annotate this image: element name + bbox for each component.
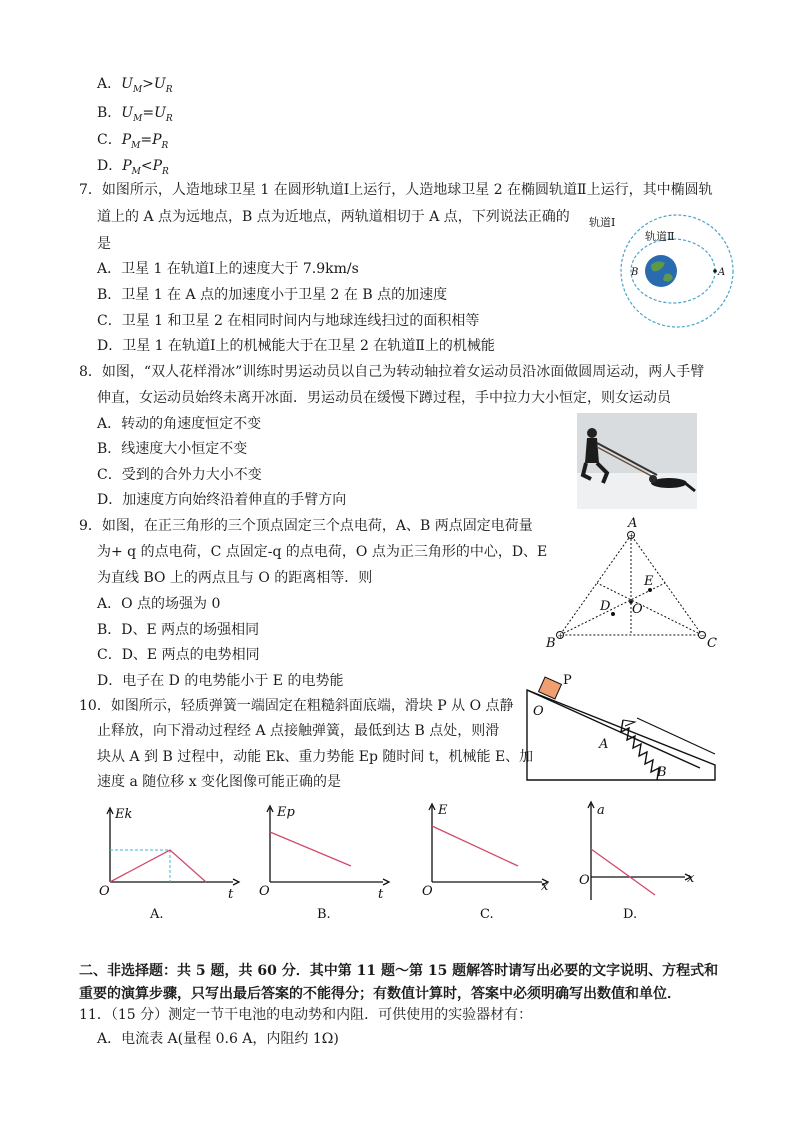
- svg-text:O: O: [99, 884, 110, 899]
- svg-text:E: E: [438, 803, 448, 818]
- svg-text:+: +: [557, 632, 564, 640]
- q7-option-d: D．卫星 1 在轨道Ⅰ上的机械能大于在卫星 2 在轨道Ⅱ上的机械能: [97, 338, 495, 354]
- q6-option-c: C．$P_M=P_R$: [97, 132, 169, 151]
- label-a: A: [599, 737, 609, 752]
- q9-stem-line2: 为+ q 的点电荷，C 点固定-q 的点电荷，O 点为正三角形的中心，D、E: [97, 544, 548, 560]
- q6-option-a: A．$U_M>U_R$: [97, 76, 173, 95]
- q7-option-b: B．卫星 1 在 A 点的加速度小于卫星 2 在 B 点的加速度: [97, 287, 448, 303]
- q10-stem-line3: 块从 A 到 B 过程中，动能 Ek、重力势能 Ep 随时间 t，机械能 E、加: [97, 749, 534, 765]
- svg-text:Ek: Ek: [115, 807, 133, 822]
- q10-stem-line2: 止释放，向下滑动过程经 A 点接触弹簧，最低到达 B 点处，则滑: [97, 723, 500, 739]
- svg-text:O: O: [259, 884, 270, 899]
- svg-text:Ep: Ep: [277, 805, 295, 820]
- q8-stem-line2: 伸直，女运动员始终未离开冰面．男运动员在缓慢下蹲过程，手中拉力大小恒定，则女运动员: [97, 390, 671, 406]
- graph-b: [255, 800, 405, 925]
- label-a: A: [628, 516, 638, 531]
- svg-text:O: O: [579, 873, 590, 888]
- svg-text:t: t: [228, 887, 234, 902]
- graph-d-caption: D.: [623, 907, 638, 922]
- svg-text:O: O: [422, 884, 433, 899]
- svg-text:x: x: [541, 879, 549, 894]
- orbit-1-label: 轨道Ⅰ: [589, 216, 616, 229]
- svg-text:x: x: [687, 871, 695, 886]
- svg-text:a: a: [597, 803, 605, 818]
- section-2-line1: 二、非选择题：共 5 题，共 60 分．其中第 11 题～第 15 题解答时请写出必要的文字说明、方程式和: [79, 963, 719, 979]
- label-p: P: [563, 673, 572, 688]
- graph-c: [420, 800, 570, 925]
- graph-b-caption: B.: [317, 907, 331, 922]
- q7-stem-line1: 7．如图所示，人造地球卫星 1 在圆形轨道Ⅰ上运行，人造地球卫星 2 在椭圆轨道Ⅱ上运行，其中椭圆轨: [79, 182, 713, 198]
- q8-option-b: B．线速度大小恒定不变: [97, 441, 248, 457]
- q8-option-a: A．转动的角速度恒定不变: [97, 416, 262, 432]
- graph-c-caption: C.: [480, 907, 494, 922]
- graph-a: [95, 800, 245, 925]
- q7-option-a: A．卫星 1 在轨道Ⅰ上的速度大于 7.9km/s: [97, 261, 359, 277]
- point-b-label: B: [631, 267, 639, 278]
- q9-option-b: B．D、E 两点的场强相同: [97, 622, 260, 638]
- triangle-charge-diagram: [540, 515, 725, 655]
- label-o: O: [632, 602, 643, 617]
- q7-stem-line2: 道上的 A 点为远地点，B 点为近地点，两轨道相切于 A 点，下列说法正确的: [97, 209, 570, 225]
- label-b: B: [546, 636, 556, 651]
- figure-skating-photo: [577, 413, 697, 509]
- q11-option-a: A．电流表 A(量程 0.6 A，内阻约 1Ω): [97, 1031, 339, 1047]
- q9-option-c: C．D、E 两点的电势相同: [97, 647, 260, 663]
- label-d: D: [600, 599, 611, 614]
- q6-option-d: D．$P_M<P_R$: [97, 158, 169, 177]
- q8-option-d: D．加速度方向始终沿着伸直的手臂方向: [97, 492, 347, 508]
- q9-stem-line3: 为直线 BO 上的两点且与 O 的距离相等．则: [97, 570, 373, 586]
- orbit-2-label: 轨道Ⅱ: [645, 230, 675, 243]
- q8-option-c: C．受到的合外力大小不变: [97, 467, 262, 483]
- q7-option-c: C．卫星 1 和卫星 2 在相同时间内与地球连线扫过的面积相等: [97, 313, 480, 329]
- q9-option-d: D．电子在 D 的电势能小于 E 的电势能: [97, 673, 344, 689]
- point-a-label: A: [718, 267, 726, 278]
- earth-icon: [645, 255, 677, 287]
- q6-option-b: B．$U_M=U_R$: [97, 105, 173, 124]
- q8-stem-line1: 8．如图，“双人花样滑冰”训练时男运动员以自己为转动轴拉着女运动员沿冰面做圆周运动，两人手臂: [79, 364, 705, 380]
- q9-option-a: A．O 点的场强为 0: [97, 596, 221, 612]
- q7-stem-line3: 是: [97, 236, 111, 252]
- label-o: O: [533, 704, 544, 719]
- label-c: C: [707, 636, 717, 651]
- q9-stem-line1: 9．如图，在正三角形的三个顶点固定三个点电荷，A、B 两点固定电荷量: [79, 518, 533, 534]
- label-b: B: [657, 765, 667, 780]
- svg-text:+: +: [628, 532, 635, 540]
- label-e: E: [644, 574, 654, 589]
- svg-text:−: −: [699, 632, 706, 640]
- orbit-diagram: [585, 210, 760, 330]
- section-2-line2: 重要的演算步骤，只写出最后答案的不能得分；有数值计算时，答案中必须明确写出数值和单位．: [79, 986, 681, 1002]
- graph-a-caption: A.: [150, 907, 164, 922]
- q10-stem-line4: 速度 a 随位移 x 变化图像可能正确的是: [97, 774, 342, 790]
- q11-stem: 11．（15 分）测定一节干电池的电动势和内阻．可供使用的实验器材有：: [79, 1007, 533, 1023]
- svg-text:t: t: [378, 887, 384, 902]
- q10-stem-line1: 10．如图所示，轻质弹簧一端固定在粗糙斜面底端，滑块 P 从 O 点静: [79, 698, 514, 714]
- incline-spring-diagram: [525, 670, 725, 785]
- graph-d: [575, 800, 725, 925]
